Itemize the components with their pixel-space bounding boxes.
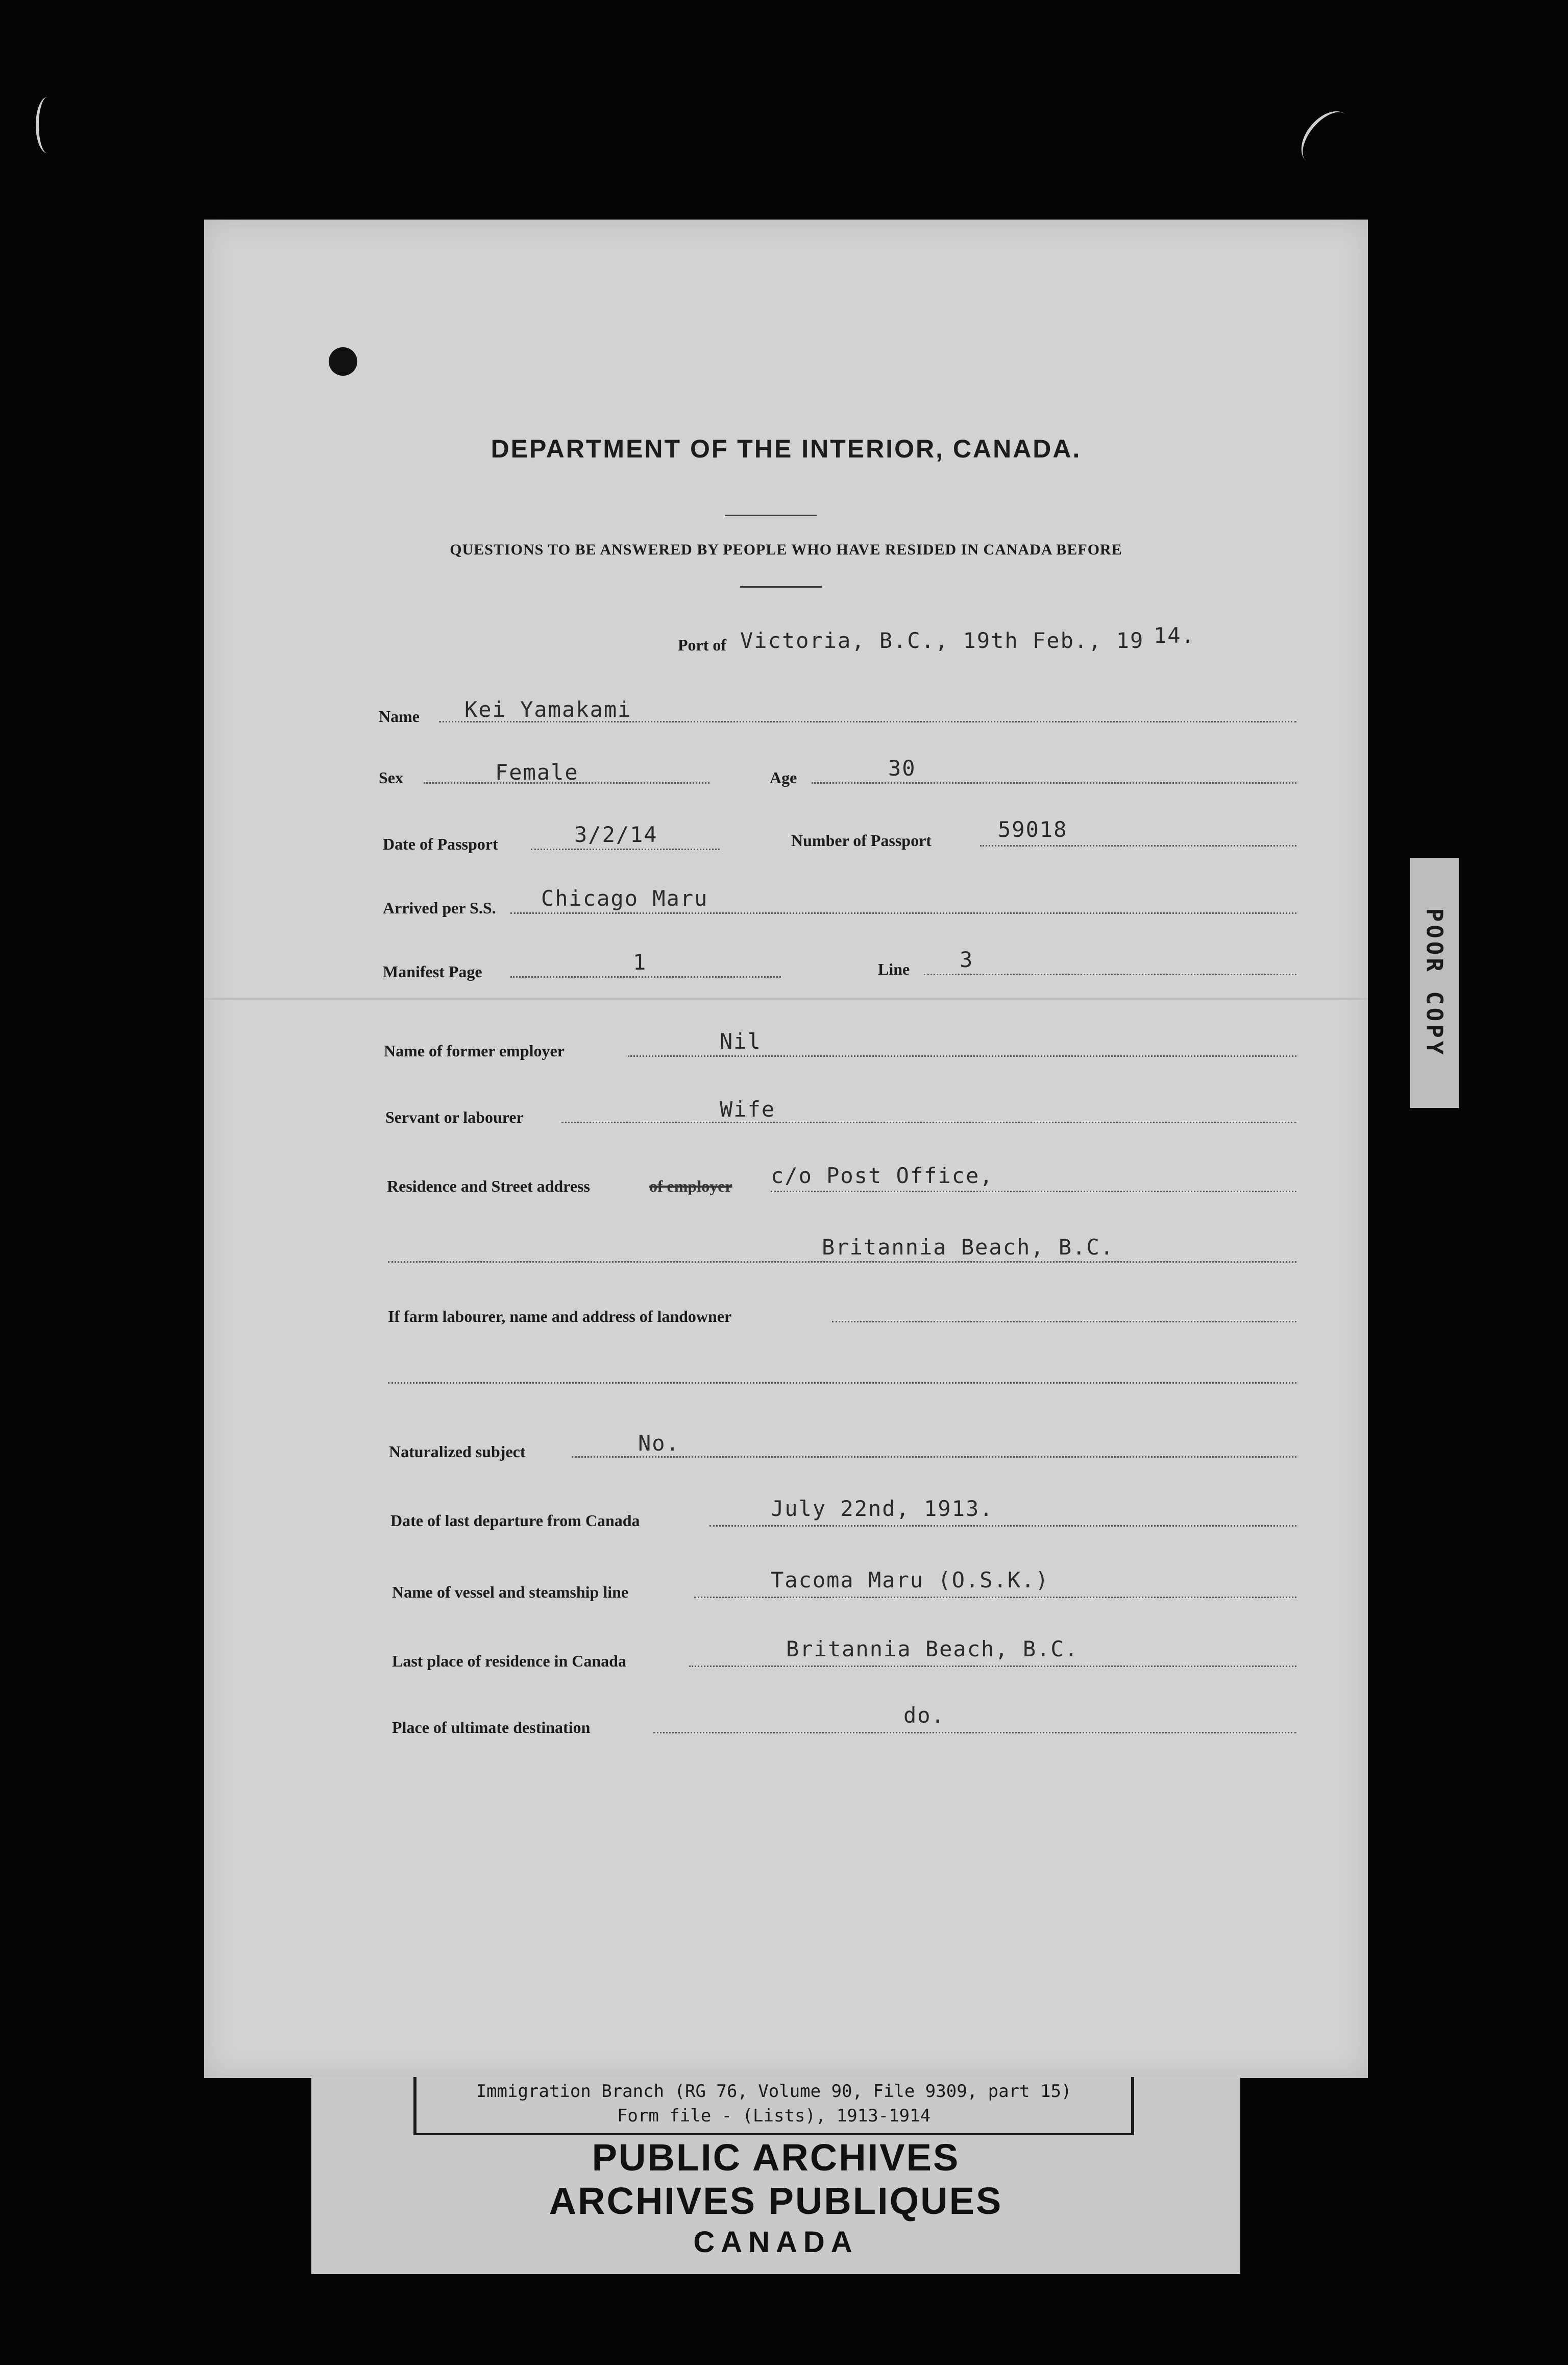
servant-value: Wife — [720, 1097, 776, 1122]
manifest-line-line — [924, 974, 1296, 975]
port-label: Port of — [678, 636, 727, 654]
last-departure-value: July 22nd, 1913. — [771, 1496, 994, 1521]
manifest-line-value: 3 — [960, 947, 974, 972]
passport-number-label: Number of Passport — [791, 831, 932, 850]
destination-label: Place of ultimate destination — [392, 1718, 591, 1736]
residence-label: Residence and Street address — [387, 1177, 590, 1195]
fold-line — [204, 998, 1368, 1000]
farm-label: If farm labourer, name and address of landowner — [388, 1307, 732, 1325]
form-subtitle: QUESTIONS TO BE ANSWERED BY PEOPLE WHO HAVE RESIDED IN CANADA BEFORE — [450, 541, 1122, 558]
residence-struck-text: of employer — [649, 1177, 732, 1195]
arrived-line — [510, 912, 1296, 914]
manifest-page-line — [510, 976, 781, 978]
age-label: Age — [770, 768, 797, 787]
film-scratch — [1291, 102, 1360, 174]
former-employer-line — [628, 1055, 1296, 1057]
port-value: Victoria, B.C., 19th Feb., 19 — [740, 628, 1144, 653]
vessel-value: Tacoma Maru (O.S.K.) — [771, 1567, 1049, 1592]
farm-line-2 — [388, 1382, 1296, 1384]
passport-date-label: Date of Passport — [383, 835, 498, 853]
last-residence-value: Britannia Beach, B.C. — [786, 1636, 1079, 1661]
passport-date-value: 3/2/14 — [574, 822, 658, 847]
immigration-form — [204, 220, 1368, 2078]
naturalized-label: Naturalized subject — [389, 1442, 526, 1461]
naturalized-line — [572, 1456, 1296, 1458]
residence-value: c/o Post Office, — [771, 1163, 994, 1188]
heading-divider — [725, 515, 817, 516]
last-residence-label: Last place of residence in Canada — [392, 1652, 626, 1670]
servant-label: Servant or labourer — [385, 1108, 524, 1126]
last-departure-label: Date of last departure from Canada — [390, 1511, 640, 1530]
sex-value: Female — [495, 760, 579, 785]
name-label: Name — [379, 707, 420, 726]
servant-line — [561, 1122, 1296, 1123]
punch-hole — [329, 347, 357, 376]
residence-value-2: Britannia Beach, B.C. — [822, 1235, 1115, 1260]
age-line — [812, 782, 1296, 784]
reference-line-2: Form file - (Lists), 1913-1914 — [617, 2106, 931, 2126]
film-scratch — [36, 97, 59, 153]
manifest-line-label: Line — [878, 960, 910, 978]
manifest-page-label: Manifest Page — [383, 962, 482, 981]
vessel-label: Name of vessel and steamship line — [392, 1583, 629, 1601]
vessel-line — [694, 1597, 1296, 1598]
former-employer-label: Name of former employer — [384, 1042, 565, 1060]
poor-copy-stamp — [1410, 858, 1459, 1108]
last-departure-line — [709, 1525, 1296, 1527]
canada-title: CANADA — [693, 2226, 859, 2259]
passport-number-line — [980, 845, 1296, 847]
year-suffix: 14. — [1154, 623, 1195, 648]
former-employer-value: Nil — [720, 1029, 762, 1054]
subtitle-divider — [740, 586, 822, 588]
passport-number-value: 59018 — [998, 817, 1068, 842]
residence-line-2 — [388, 1261, 1296, 1263]
destination-value: do. — [903, 1703, 945, 1728]
reference-line-1: Immigration Branch (RG 76, Volume 90, File 9309, part 15) — [476, 2081, 1072, 2102]
public-archives-title: PUBLIC ARCHIVES — [592, 2136, 960, 2179]
age-value: 30 — [888, 756, 916, 781]
farm-line — [832, 1321, 1296, 1322]
reference-box — [413, 2077, 1134, 2135]
poor-copy-text: POOR COPY — [1421, 908, 1448, 1058]
arrived-label: Arrived per S.S. — [383, 899, 496, 917]
passport-date-line — [531, 849, 720, 850]
sex-label: Sex — [379, 768, 403, 787]
manifest-page-value: 1 — [633, 950, 647, 975]
name-value: Kei Yamakami — [464, 697, 632, 722]
naturalized-value: No. — [638, 1431, 680, 1456]
destination-line — [653, 1732, 1296, 1733]
department-heading: DEPARTMENT OF THE INTERIOR, CANADA. — [491, 435, 1082, 463]
residence-line — [771, 1191, 1296, 1192]
last-residence-line — [689, 1666, 1296, 1667]
arrived-value: Chicago Maru — [541, 886, 708, 911]
archives-publiques-title: ARCHIVES PUBLIQUES — [549, 2180, 1003, 2222]
archives-label — [311, 2077, 1240, 2274]
